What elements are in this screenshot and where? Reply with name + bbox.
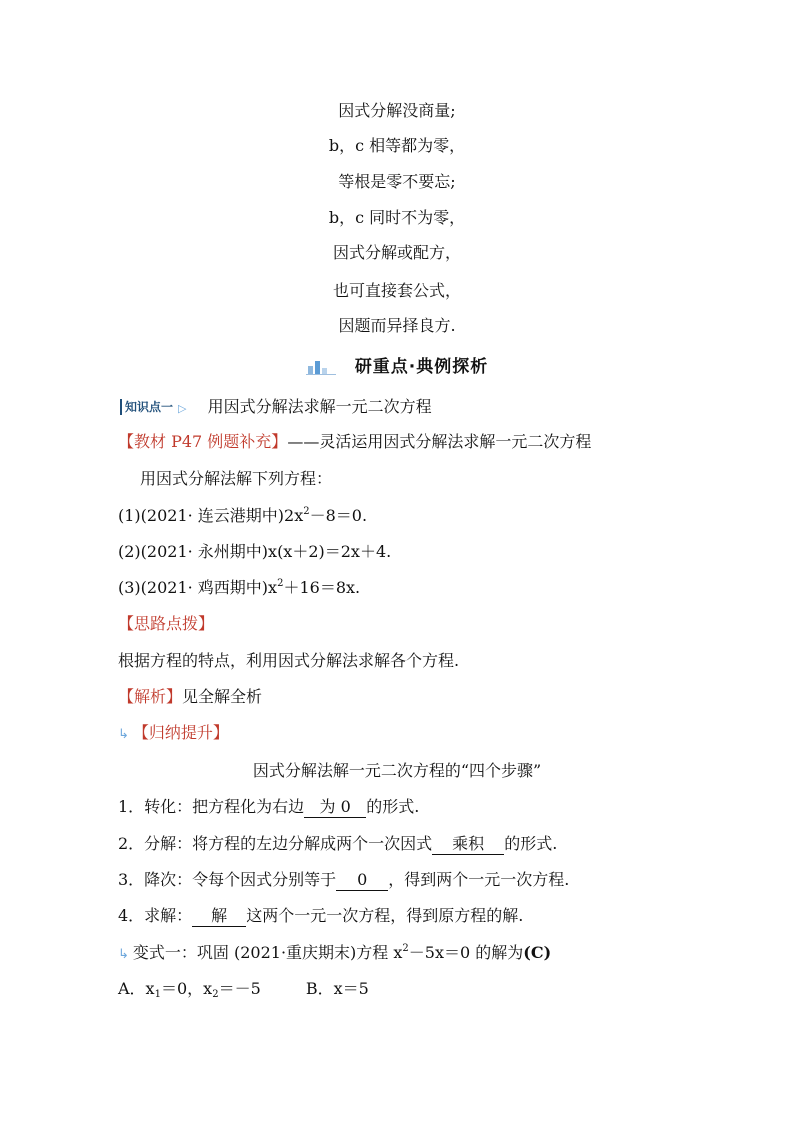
option-a-subscript-1: 1 [154, 989, 161, 1000]
summary-row [118, 722, 229, 746]
summary-label: 【归纳提升】 [132, 723, 229, 742]
step-2-text: 2．分解：将方程的左边分解成两个一次因式 [118, 834, 433, 853]
option-a-subscript-2: 2 [212, 989, 219, 1000]
step-3-text: 3．降次：令每个因式分别等于 [118, 870, 337, 889]
knowledge-point-tag: 知识点一 [120, 399, 176, 415]
instruction: 用因式分解法解下列方程： [140, 469, 333, 488]
solution-row [118, 686, 262, 708]
hint-text: 根据方程的特点，利用因式分解法求解各个方程. [118, 651, 460, 670]
corner-arrow-icon: ↳ [118, 947, 129, 962]
option-a-mid: ＝0，x [160, 979, 213, 998]
option-b: B．x＝5 [305, 979, 369, 998]
corner-arrow-icon: ↳ [118, 727, 129, 742]
variant-text: 变式一：巩固 (2021·重庆期末)方程 x [132, 943, 403, 962]
option-a-text: A．x [118, 979, 155, 998]
step-4-blank: 解 [192, 906, 246, 927]
option-a [118, 979, 261, 998]
step-1-text: 1．转化：把方程化为右边 [118, 797, 305, 816]
step-1-rest: 的形式. [366, 797, 420, 816]
step-4-text: 4．求解： [118, 906, 193, 925]
step-1-blank: 为 0 [304, 797, 366, 818]
problem-1 [118, 505, 367, 527]
problem-3-text: (3)(2021· 鸡西期中)x [118, 578, 278, 597]
poem-line-5: 因式分解或配方， [332, 243, 461, 262]
textbook-label: 【教材 P47 例题补充】 [118, 432, 288, 451]
option-a-rest: ＝－5 [218, 979, 261, 998]
problem-2: (2)(2021· 永州期中)x(x＋2)＝2x＋4. [118, 542, 392, 561]
options-row [118, 978, 369, 1000]
poem-line-1: 因式分解没商量; [338, 101, 456, 120]
problem-1-exponent: 2 [303, 506, 310, 517]
variant-row [118, 942, 551, 966]
hint-label: 【思路点拨】 [118, 614, 215, 633]
step-3 [118, 869, 569, 891]
step-3-blank: 0 [336, 870, 388, 891]
knowledge-point-title: 用因式分解法求解一元二次方程 [207, 397, 432, 416]
step-2 [118, 833, 557, 855]
variant-answer: (C) [523, 943, 552, 962]
triangle-arrow-icon: ▷ [178, 402, 187, 415]
poem-line-6: 也可直接套公式， [332, 281, 461, 300]
textbook-row [118, 431, 591, 453]
poem-line-7: 因题而异择良方. [338, 316, 456, 335]
step-1 [118, 796, 419, 818]
problem-3-rest: ＋16＝8x. [283, 578, 361, 597]
step-3-rest: ，得到两个一元一次方程. [388, 870, 570, 889]
knowledge-point-row [120, 396, 432, 420]
section-title: 研重点·典例探析 [354, 357, 489, 377]
solution-label: 【解析】 [118, 687, 183, 706]
solution-text: 见全解全析 [182, 687, 263, 706]
problem-3-exponent: 2 [277, 578, 284, 589]
step-4 [118, 905, 523, 927]
step-2-rest: 的形式. [504, 834, 558, 853]
bar-chart-icon [306, 357, 336, 375]
variant-exponent: 2 [402, 943, 409, 954]
problem-1-rest: －8＝0. [309, 506, 368, 525]
textbook-text: ——灵活运用因式分解法求解一元二次方程 [287, 432, 592, 451]
problem-1-text: (1)(2021· 连云港期中)2x [118, 506, 304, 525]
step-2-blank: 乘积 [432, 834, 504, 855]
step-4-rest: 这两个一元一次方程，得到原方程的解. [246, 906, 524, 925]
variant-rest: －5x＝0 的解为 [408, 943, 524, 962]
problem-3 [118, 577, 360, 599]
poem-line-4: b，c 同时不为零， [328, 208, 466, 227]
section-header [0, 352, 794, 380]
poem-line-3: 等根是零不要忘; [338, 172, 456, 191]
poem-line-2: b，c 相等都为零， [328, 136, 466, 155]
summary-title: 因式分解法解一元二次方程的“四个步骤” [252, 761, 542, 780]
